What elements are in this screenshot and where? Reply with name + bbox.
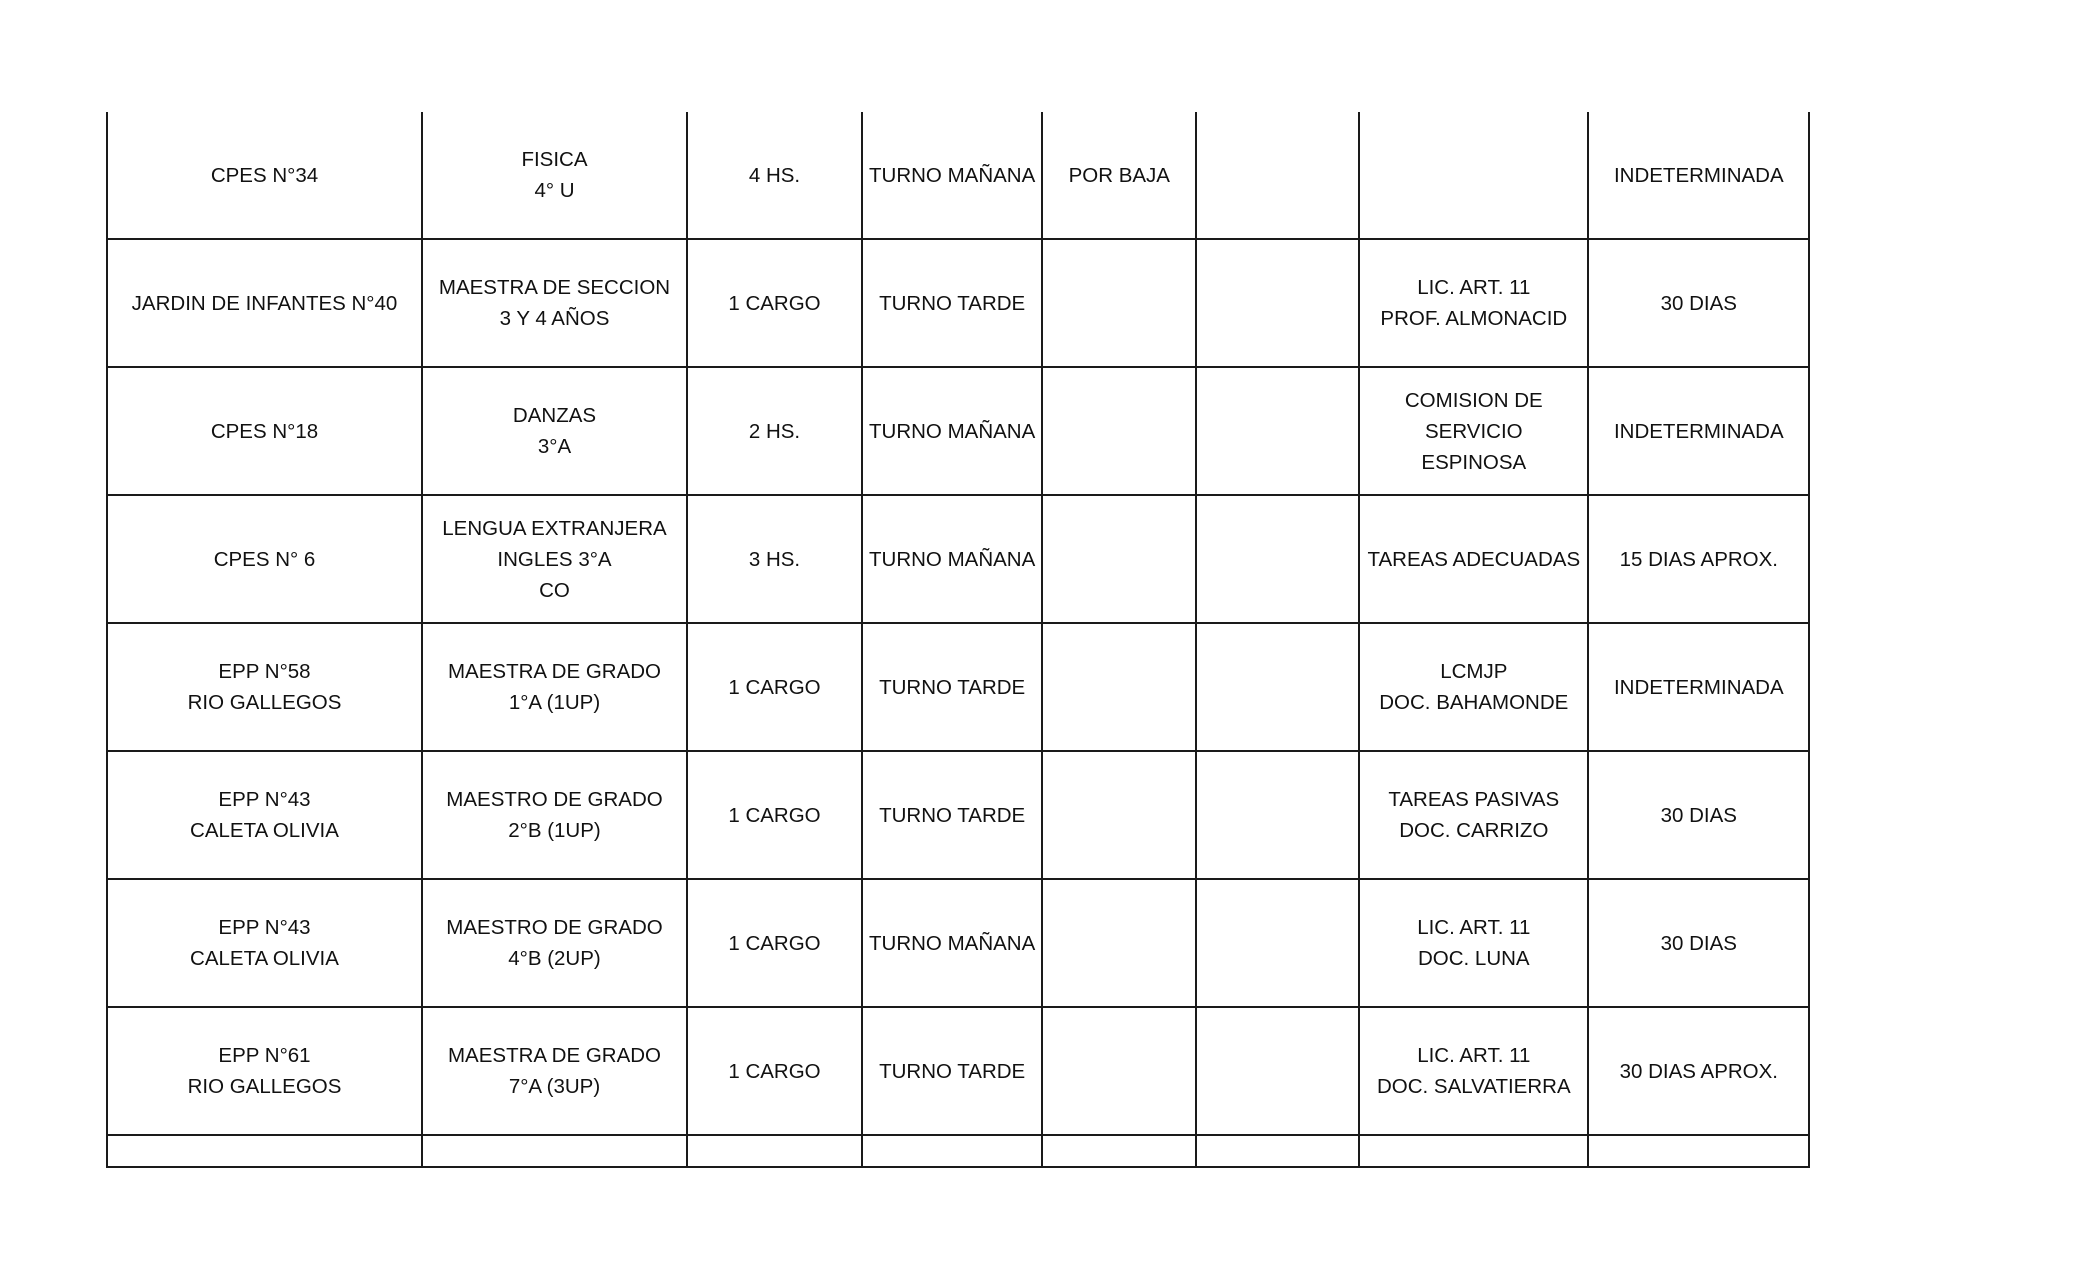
subject-cell bbox=[422, 623, 687, 751]
hours-cell bbox=[687, 879, 862, 1007]
duration-value: INDETERMINADA bbox=[1613, 419, 1784, 443]
detail-cell bbox=[1359, 495, 1588, 623]
vacancies-table-body bbox=[107, 112, 1809, 1167]
hours-cell bbox=[687, 112, 862, 239]
table-row bbox=[107, 239, 1809, 367]
hours-value: 1 CARGO bbox=[728, 675, 821, 699]
empty-cell bbox=[107, 1135, 422, 1167]
hours-cell bbox=[687, 751, 862, 879]
detail-line: LIC. ART. 11 bbox=[1417, 1044, 1531, 1067]
subject-cell bbox=[422, 112, 687, 239]
school-cell bbox=[107, 239, 422, 367]
reason-cell bbox=[1042, 112, 1196, 239]
hours-value: 1 CARGO bbox=[728, 1059, 821, 1083]
subject-line: MAESTRA DE SECCION bbox=[438, 276, 671, 299]
duration-cell bbox=[1588, 751, 1809, 879]
subject-cell bbox=[422, 495, 687, 623]
subject-cell bbox=[422, 239, 687, 367]
shift-value: TURNO TARDE bbox=[879, 291, 1026, 315]
shift-value: TURNO TARDE bbox=[879, 1059, 1026, 1083]
hours-value: 4 HS. bbox=[748, 163, 801, 187]
subject-cell bbox=[422, 879, 687, 1007]
school-line: CPES N° 6 bbox=[213, 547, 316, 571]
table-row bbox=[107, 495, 1809, 623]
subject-cell bbox=[422, 751, 687, 879]
subject-line: LENGUA EXTRANJERA bbox=[442, 516, 667, 540]
school-cell bbox=[107, 112, 422, 239]
shift-value: TURNO MAÑANA bbox=[869, 931, 1036, 955]
reason-cell bbox=[1042, 1007, 1196, 1135]
duration-cell bbox=[1588, 239, 1809, 367]
empty-cell bbox=[1042, 1135, 1196, 1167]
empty-table-row bbox=[107, 1135, 1809, 1167]
shift-value: TURNO MAÑANA bbox=[869, 419, 1036, 443]
detail-cell bbox=[1359, 239, 1588, 367]
subject-cell bbox=[422, 1007, 687, 1135]
table-row bbox=[107, 1007, 1809, 1135]
subject-line: 2°B (1UP) bbox=[508, 819, 601, 842]
subject-language: INGLES bbox=[497, 547, 573, 571]
empty-cell bbox=[1196, 495, 1359, 623]
subject-grade: 3°A bbox=[578, 547, 612, 571]
detail-line: TAREAS PASIVAS bbox=[1388, 788, 1560, 811]
duration-value: 30 DIAS APROX. bbox=[1619, 1059, 1778, 1083]
empty-cell bbox=[1196, 623, 1359, 751]
detail-line: PROF. ALMONACID bbox=[1380, 307, 1568, 330]
duration-cell bbox=[1588, 879, 1809, 1007]
empty-cell bbox=[1196, 239, 1359, 367]
school-line: EPP N°58 bbox=[218, 660, 311, 683]
school-cell bbox=[107, 367, 422, 495]
subject-line: MAESTRA DE GRADO bbox=[447, 1044, 661, 1067]
empty-cell bbox=[422, 1135, 687, 1167]
detail-line: LIC. ART. 11 bbox=[1417, 916, 1531, 939]
detail-line: LIC. ART. 11 bbox=[1417, 276, 1531, 299]
table-row bbox=[107, 367, 1809, 495]
duration-value: INDETERMINADA bbox=[1613, 675, 1784, 699]
reason-cell bbox=[1042, 879, 1196, 1007]
shift-value: TURNO TARDE bbox=[879, 803, 1026, 827]
shift-cell bbox=[862, 239, 1042, 367]
detail-line: SERVICIO bbox=[1424, 419, 1523, 443]
reason-cell bbox=[1042, 239, 1196, 367]
school-line: CPES N°34 bbox=[210, 163, 319, 187]
subject-line: FISICA bbox=[521, 148, 588, 171]
detail-line: DOC. CARRIZO bbox=[1399, 819, 1549, 842]
shift-cell bbox=[862, 879, 1042, 1007]
subject-line: MAESTRO DE GRADO bbox=[446, 788, 663, 811]
shift-cell bbox=[862, 1007, 1042, 1135]
detail-line: COMISION DE bbox=[1404, 388, 1543, 412]
detail-cell bbox=[1359, 623, 1588, 751]
subject-line: MAESTRO DE GRADO bbox=[446, 916, 663, 939]
school-line: CALETA OLIVIA bbox=[190, 947, 339, 970]
duration-value: 30 DIAS bbox=[1660, 931, 1737, 955]
duration-value: INDETERMINADA bbox=[1613, 163, 1784, 187]
reason-value: POR BAJA bbox=[1068, 163, 1170, 187]
empty-cell bbox=[1196, 1007, 1359, 1135]
detail-line: ESPINOSA bbox=[1421, 450, 1527, 474]
duration-cell bbox=[1588, 112, 1809, 239]
school-cell bbox=[107, 751, 422, 879]
hours-value: 2 HS. bbox=[748, 419, 801, 443]
subject-line: 4°B (2UP) bbox=[508, 947, 601, 970]
shift-value: TURNO MAÑANA bbox=[869, 163, 1036, 187]
detail-line: DOC. SALVATIERRA bbox=[1376, 1075, 1571, 1098]
hours-cell bbox=[687, 623, 862, 751]
empty-cell bbox=[1196, 367, 1359, 495]
school-cell bbox=[107, 623, 422, 751]
duration-value: 30 DIAS bbox=[1660, 291, 1737, 315]
school-line: CPES N°18 bbox=[210, 419, 319, 443]
empty-cell bbox=[1359, 1135, 1588, 1167]
subject-line: DANZAS bbox=[512, 404, 597, 427]
table-row bbox=[107, 112, 1809, 239]
reason-cell bbox=[1042, 751, 1196, 879]
shift-cell bbox=[862, 751, 1042, 879]
subject-line bbox=[437, 544, 672, 575]
empty-cell bbox=[1588, 1135, 1809, 1167]
shift-cell bbox=[862, 495, 1042, 623]
empty-cell bbox=[1196, 1135, 1359, 1167]
shift-cell bbox=[862, 367, 1042, 495]
table-row bbox=[107, 623, 1809, 751]
empty-cell bbox=[1196, 751, 1359, 879]
detail-line: DOC. BAHAMONDE bbox=[1379, 691, 1569, 714]
hours-value: 3 HS. bbox=[748, 547, 801, 571]
empty-cell bbox=[687, 1135, 862, 1167]
reason-cell bbox=[1042, 495, 1196, 623]
hours-cell bbox=[687, 495, 862, 623]
school-line: EPP N°43 bbox=[218, 788, 311, 811]
detail-cell bbox=[1359, 112, 1588, 239]
subject-line: 3 Y 4 AÑOS bbox=[499, 307, 610, 330]
subject-line: 4° U bbox=[534, 179, 575, 202]
school-line: EPP N°43 bbox=[218, 916, 311, 939]
shift-value: TURNO TARDE bbox=[879, 675, 1026, 699]
detail-cell bbox=[1359, 751, 1588, 879]
detail-line: TAREAS ADECUADAS bbox=[1367, 547, 1581, 571]
empty-cell bbox=[1196, 112, 1359, 239]
subject-line: MAESTRA DE GRADO bbox=[447, 660, 661, 683]
school-line: RIO GALLEGOS bbox=[187, 691, 342, 714]
hours-cell bbox=[687, 1007, 862, 1135]
detail-line: LCMJP bbox=[1440, 660, 1508, 683]
duration-cell bbox=[1588, 1007, 1809, 1135]
table-row bbox=[107, 879, 1809, 1007]
subject-line: 3°A bbox=[537, 435, 572, 458]
duration-cell bbox=[1588, 495, 1809, 623]
detail-cell bbox=[1359, 1007, 1588, 1135]
subject-cell bbox=[422, 367, 687, 495]
shift-cell bbox=[862, 623, 1042, 751]
hours-cell bbox=[687, 367, 862, 495]
shift-value: TURNO MAÑANA bbox=[869, 547, 1036, 571]
school-line: EPP N°61 bbox=[218, 1044, 311, 1067]
detail-cell bbox=[1359, 367, 1588, 495]
table-row bbox=[107, 751, 1809, 879]
duration-cell bbox=[1588, 367, 1809, 495]
school-cell bbox=[107, 879, 422, 1007]
hours-value: 1 CARGO bbox=[728, 931, 821, 955]
detail-line: DOC. LUNA bbox=[1417, 947, 1530, 970]
hours-cell bbox=[687, 239, 862, 367]
reason-cell bbox=[1042, 623, 1196, 751]
empty-cell bbox=[1196, 879, 1359, 1007]
reason-cell bbox=[1042, 367, 1196, 495]
duration-cell bbox=[1588, 623, 1809, 751]
hours-value: 1 CARGO bbox=[728, 291, 821, 315]
shift-cell bbox=[862, 112, 1042, 239]
school-line: RIO GALLEGOS bbox=[187, 1075, 342, 1098]
subject-line: 1°A (1UP) bbox=[508, 691, 601, 714]
vacancies-table bbox=[106, 112, 1810, 1168]
subject-line: 7°A (3UP) bbox=[508, 1075, 601, 1098]
school-line: CALETA OLIVIA bbox=[190, 819, 339, 842]
detail-cell bbox=[1359, 879, 1588, 1007]
subject-line: CO bbox=[539, 578, 570, 602]
hours-value: 1 CARGO bbox=[728, 803, 821, 827]
duration-value: 15 DIAS APROX. bbox=[1619, 547, 1778, 571]
school-line: JARDIN DE INFANTES N°40 bbox=[131, 291, 398, 315]
school-cell bbox=[107, 495, 422, 623]
school-cell bbox=[107, 1007, 422, 1135]
duration-value: 30 DIAS bbox=[1660, 803, 1737, 827]
empty-cell bbox=[862, 1135, 1042, 1167]
